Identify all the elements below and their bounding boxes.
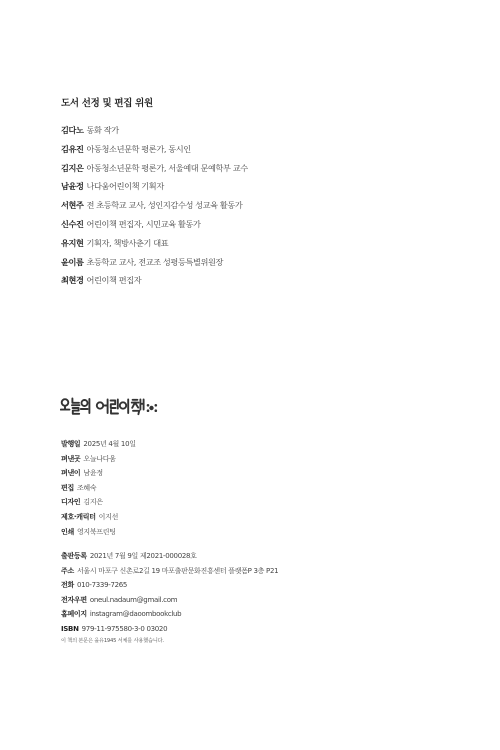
member-name: 신수진 bbox=[61, 218, 84, 229]
member-name: 김지은 bbox=[61, 162, 84, 173]
credit-label: 인쇄 bbox=[61, 527, 74, 536]
book-credits bbox=[61, 437, 136, 539]
credit-value: 2025년 4월 10일 bbox=[83, 440, 136, 448]
credit-value: 영지북프린팅 bbox=[76, 527, 116, 536]
publisher-value: 010-7339-7265 bbox=[76, 581, 128, 590]
committee-member bbox=[61, 271, 248, 290]
member-desc: 어린이책 편집자, 시민교육 활동가 bbox=[86, 218, 201, 229]
publisher-label: 전자우편 bbox=[61, 595, 87, 604]
credit-label: 발행일 bbox=[61, 440, 81, 448]
publisher-label: 홈페이지 bbox=[61, 610, 87, 619]
credit-value: 김지은 bbox=[83, 498, 103, 507]
committee-member bbox=[61, 253, 248, 272]
committee-member bbox=[61, 177, 248, 196]
email-value: oneul.nadaum@gmail.com bbox=[89, 595, 178, 604]
isbn-value: 979-11-975580-3-0 03020 bbox=[81, 624, 168, 633]
member-name: 윤이름 bbox=[61, 256, 84, 267]
committee-member bbox=[61, 215, 248, 234]
member-name: 서현주 bbox=[61, 200, 84, 211]
committee-member bbox=[61, 140, 248, 159]
publisher-row bbox=[61, 564, 278, 579]
credit-row bbox=[61, 495, 136, 510]
credit-label: 편집 bbox=[61, 483, 74, 492]
publisher-label: 출판등록 bbox=[61, 552, 87, 560]
credit-label: 펴낸이 bbox=[61, 469, 81, 478]
member-desc: 동화 작가 bbox=[86, 125, 119, 135]
publisher-row bbox=[61, 607, 278, 622]
member-desc: 초등학교 교사, 전교조 성평등특별위원장 bbox=[86, 256, 223, 267]
committee-member bbox=[61, 196, 248, 215]
credit-row bbox=[61, 437, 136, 452]
committee-member bbox=[61, 159, 248, 178]
publisher-value: 서울시 마포구 신촌로2길 19 마포출판문화진흥센터 플랫폼P 3층 P21 bbox=[76, 566, 279, 575]
credit-value: 남윤정 bbox=[83, 469, 103, 478]
member-desc: 아동청소년문학 평론가, 동시인 bbox=[86, 143, 191, 154]
publisher-label: 주소 bbox=[61, 566, 74, 575]
credit-value: 오늘나다움 bbox=[83, 454, 116, 463]
member-name: 김유진 bbox=[61, 143, 84, 154]
credit-row bbox=[61, 525, 136, 540]
homepage-value: instagram@daoombookclub bbox=[89, 610, 182, 619]
publisher-row bbox=[61, 593, 278, 608]
member-desc: 아동청소년문학 평론가, 서울예대 문예학부 교수 bbox=[86, 162, 248, 173]
credit-label: 디자인 bbox=[61, 498, 81, 507]
credit-label: 펴낸곳 bbox=[61, 454, 81, 463]
member-desc: 나다움어린이책 기획자 bbox=[86, 181, 164, 192]
font-note: 이 책의 본문은 을유1945 서체를 사용했습니다. bbox=[61, 638, 164, 644]
member-desc: 기획자, 책방사춘기 대표 bbox=[86, 237, 169, 248]
committee-member bbox=[61, 234, 248, 253]
member-name: 최현경 bbox=[61, 275, 84, 286]
publisher-value: 2021년 7월 9일 제2021-000028호 bbox=[89, 552, 197, 560]
series-logo bbox=[60, 397, 160, 419]
editorial-committee bbox=[61, 95, 248, 290]
member-desc: 전 초등학교 교사, 성인지감수성 성교육 활동가 bbox=[86, 200, 243, 211]
series-logo-mark bbox=[60, 397, 160, 419]
member-desc: 어린이책 편집자 bbox=[86, 275, 142, 286]
publisher-label: 전화 bbox=[61, 581, 74, 590]
publisher-row bbox=[61, 549, 278, 564]
member-name: 김다노 bbox=[61, 125, 84, 135]
credit-row bbox=[61, 510, 136, 525]
credit-row bbox=[61, 466, 136, 481]
credit-row bbox=[61, 481, 136, 496]
credit-row bbox=[61, 452, 136, 467]
member-name: 유지현 bbox=[61, 237, 84, 248]
publisher-label: ISBN bbox=[61, 624, 79, 633]
publisher-row bbox=[61, 622, 278, 637]
publisher-row bbox=[61, 578, 278, 593]
committee-title: 도서 선정 및 편집 위원 bbox=[61, 98, 153, 109]
committee-member bbox=[61, 121, 248, 140]
committee-member-list bbox=[61, 121, 248, 290]
credit-value: 이지선 bbox=[98, 512, 119, 521]
credit-label: 제호·캐릭터 bbox=[61, 512, 96, 521]
member-name: 남윤정 bbox=[61, 181, 84, 192]
publisher-info bbox=[61, 549, 278, 637]
credit-value: 조혜숙 bbox=[76, 483, 97, 492]
